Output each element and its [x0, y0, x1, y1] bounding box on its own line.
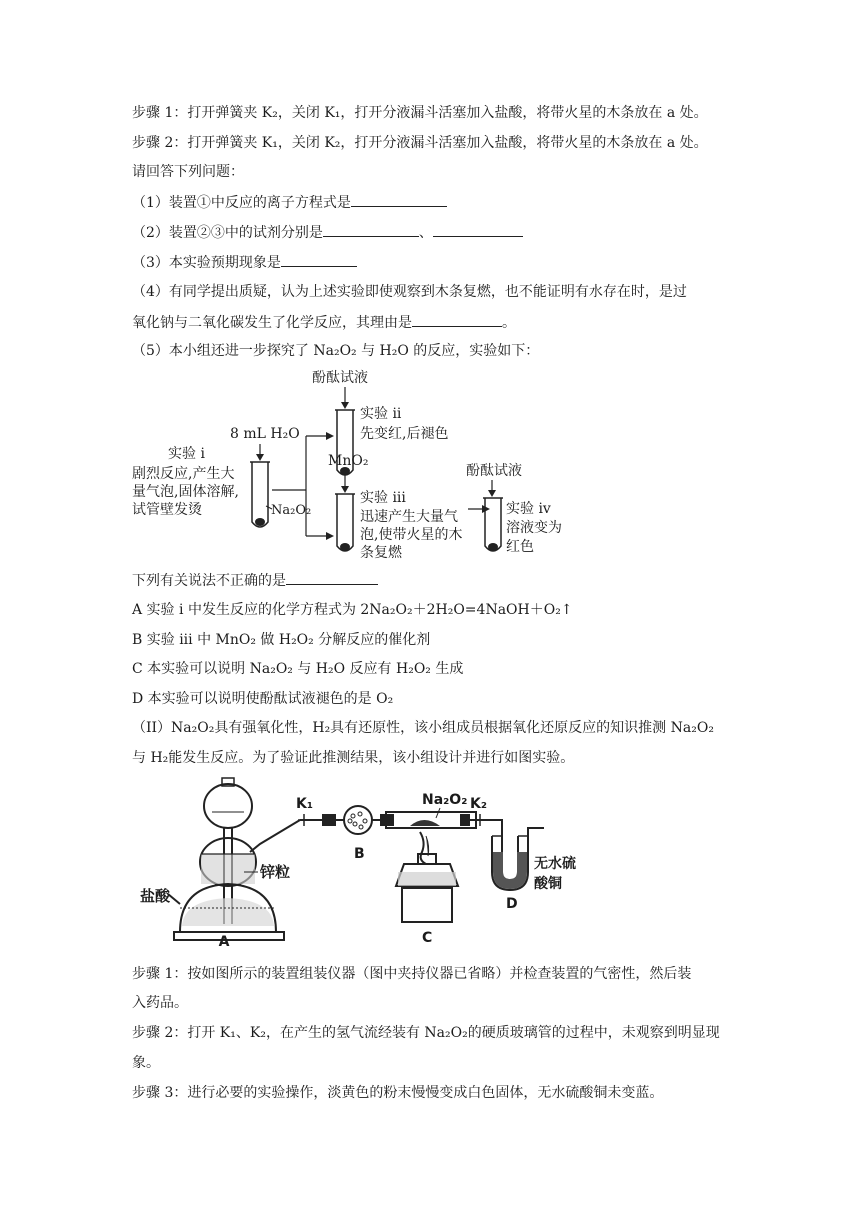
exp-iv-desc-1: 溶液变为 [506, 520, 562, 536]
glass-tube [380, 808, 476, 828]
label-d: D [506, 896, 518, 912]
phenol-right-label: 酚酞试液 [466, 463, 522, 479]
option-d: D 本实验可以说明使酚酞试液褪色的是 O₂ [132, 691, 394, 707]
question-3-text: （3）本实验预期现象是 [132, 255, 281, 271]
exp-i-desc-3: 试管壁发烫 [132, 502, 202, 518]
prompt-text: 请回答下列问题： [132, 164, 244, 180]
exp-iii-title: 实验 iii [360, 490, 406, 506]
question-2-text: （2）装置②③中的试剂分别是 [132, 225, 323, 241]
question-1 [132, 192, 447, 213]
test-tube-iii [337, 494, 353, 551]
cuso4-label-1: 无水硫 [534, 856, 576, 872]
question-2-separator: 、 [418, 225, 433, 241]
test-tube-i [252, 462, 268, 527]
question-1-text: （1）装置①中反应的离子方程式是 [132, 195, 351, 211]
experiment-flow-figure [130, 366, 570, 562]
exp-ii-desc: 先变红,后褪色 [360, 426, 449, 442]
step-2-text: 步骤 2：打开弹簧夹 K₁，关闭 K₂，打开分液漏斗活塞加入盐酸，将带火星的木条放在 a 处。 [132, 135, 708, 151]
phenol-top-label: 酚酞试液 [312, 370, 368, 386]
question-4-line-1: （4）有同学提出质疑，认为上述实验即使观察到木条复燃，也不能证明有水存在时，是过 [132, 284, 687, 300]
question-3 [132, 252, 357, 273]
hcl-label: 盐酸 [140, 887, 171, 905]
answer-blank [433, 222, 523, 237]
exp-iv-title: 实验 iv [506, 501, 551, 517]
exp-iii-desc-2: 泡,使带火星的木 [360, 527, 463, 543]
part-2-line-1: （II）Na₂O₂具有强氧化性，H₂具有还原性，该小组成员根据氧化还原反应的知识推测 Na₂O₂ [132, 720, 714, 736]
exp-ii-title: 实验 ii [360, 406, 402, 422]
part-2-line-2: 与 H₂能发生反应。为了验证此推测结果，该小组设计并进行如图实验。 [132, 750, 575, 766]
mno2-label: MnO₂ [328, 453, 369, 469]
mc-stem [132, 570, 378, 591]
option-a: A 实验 i 中发生反应的化学方程式为 2Na₂O₂＋2H₂O=4NaOH＋O₂↑ [132, 602, 573, 618]
exp-i-desc-2: 量气泡,固体溶解, [132, 484, 239, 500]
step-1-text: 步骤 1：打开弹簧夹 K₂，关闭 K₁，打开分液漏斗活塞加入盐酸，将带火星的木条放在 a 处。 [132, 105, 708, 121]
bottom-step-1-line-2: 入药品。 [132, 995, 188, 1011]
cuso4-label-2: 酸铜 [534, 876, 562, 892]
bottom-step-2-line-2: 象。 [132, 1055, 160, 1071]
exp-iv-desc-2: 红色 [506, 539, 534, 555]
na2o2-label-2: Na₂O₂ [422, 792, 468, 808]
option-b: B 实验 iii 中 MnO₂ 做 H₂O₂ 分解反应的催化剂 [132, 632, 431, 648]
question-5: （5）本小组还进一步探究了 Na₂O₂ 与 H₂O 的反应，实验如下： [132, 343, 540, 359]
zinc-label: 锌粒 [260, 863, 291, 881]
question-4-line-2 [132, 312, 516, 333]
answer-blank [412, 312, 502, 327]
apparatus-figure [140, 776, 610, 952]
k2-label: K₂ [470, 796, 487, 812]
label-c: C [422, 930, 433, 946]
exp-iii-desc-1: 迅速产生大量气 [360, 509, 458, 525]
label-b: B [354, 846, 365, 862]
answer-blank [351, 192, 447, 207]
bottom-step-3: 步骤 3：进行必要的实验操作，淡黄色的粉末慢慢变成白色固体，无水硫酸铜未变蓝。 [132, 1085, 664, 1101]
exp-i-desc-1: 剧烈反应,产生大 [132, 466, 235, 482]
exp-i-title: 实验 i [168, 446, 205, 462]
k1-label: K₁ [296, 796, 313, 812]
label-a: A [218, 934, 230, 950]
question-4-end: 。 [502, 315, 516, 331]
question-4-text: 氧化钠与二氧化碳发生了化学反应，其理由是 [132, 315, 412, 331]
bottom-step-2-line-1: 步骤 2：打开 K₁、K₂，在产生的氢气流经装有 Na₂O₂的硬质玻璃管的过程中，未观察到明显现 [132, 1025, 720, 1041]
answer-blank [323, 222, 419, 237]
alcohol-lamp-c [396, 832, 458, 922]
na2o2-label: Na₂O₂ [271, 503, 312, 518]
bottom-step-1-line-1: 步骤 1：按如图所示的装置组装仪器（图中夹持仪器已省略）并检查装置的气密性，然后装 [132, 966, 692, 982]
mc-stem-text: 下列有关说法不正确的是 [132, 573, 286, 589]
question-2 [132, 222, 523, 243]
answer-blank [286, 570, 378, 585]
h2o-label: 8 mL H₂O [230, 426, 300, 442]
exp-iii-desc-3: 条复燃 [360, 545, 402, 561]
answer-blank [281, 252, 357, 267]
option-c: C 本实验可以说明 Na₂O₂ 与 H₂O 反应有 H₂O₂ 生成 [132, 661, 464, 677]
